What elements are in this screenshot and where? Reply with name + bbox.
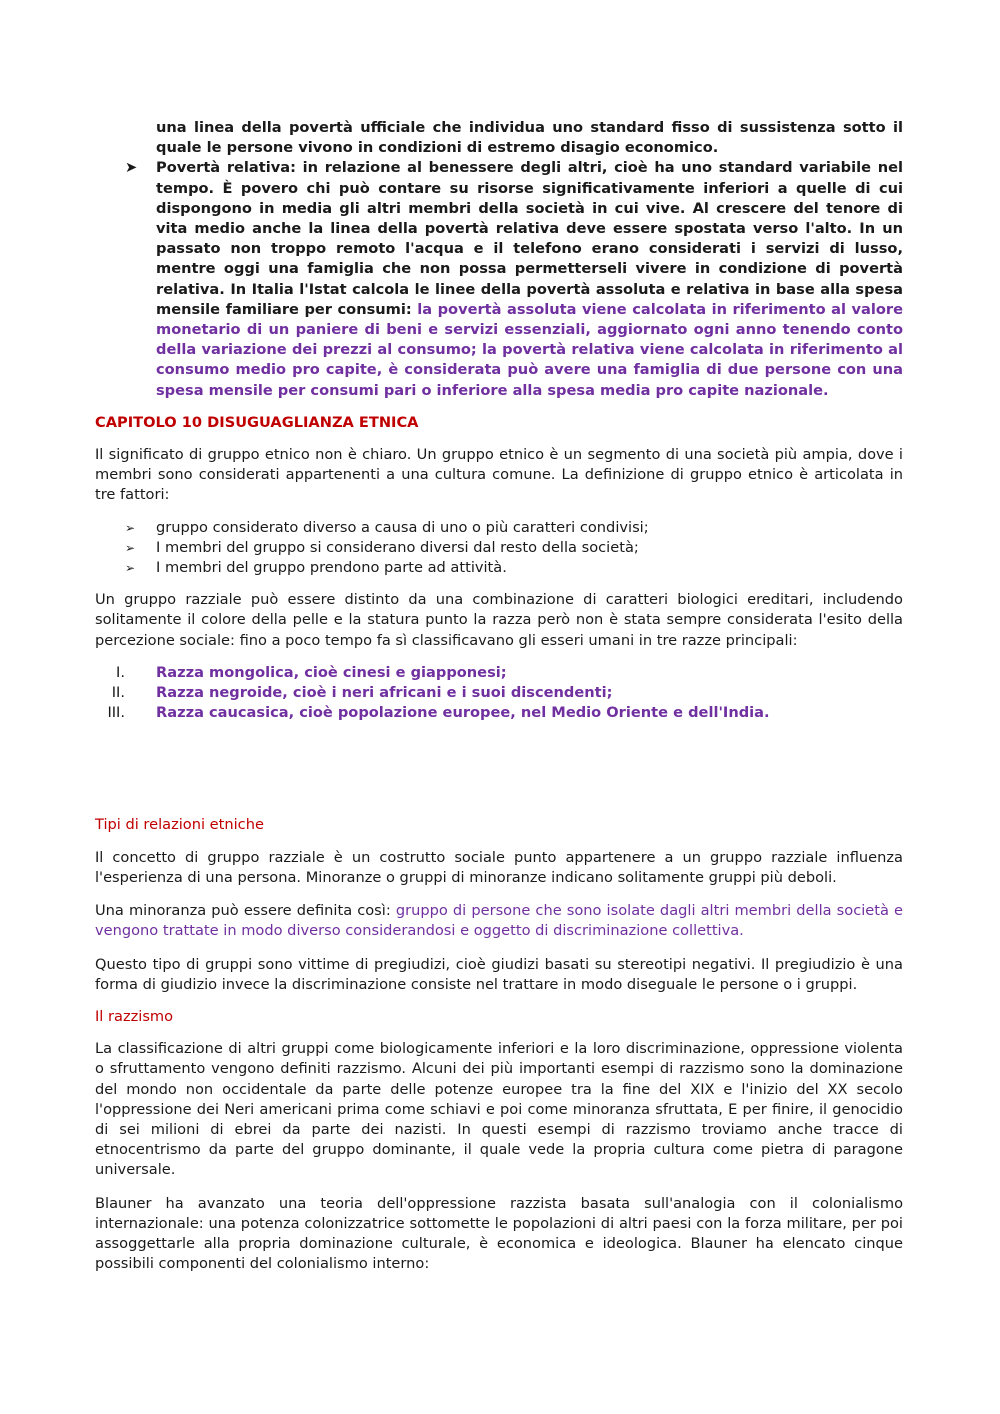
spacer <box>95 735 903 803</box>
poverty-continuation-text: una linea della povertà ufficiale che individua uno standard fisso di sussistenza sotto il quale le persone vivono in condizioni di estremo disagio economico. <box>156 119 903 157</box>
relations-paragraph-2: Una minoranza può essere definita così: gruppo di persone che sono isolate dagli altri membri della società e vengono trattate in modo diverso considerandosi e oggetto di discriminazione collettiva. <box>95 902 903 940</box>
list-item: ➢ I membri del gruppo si considerano diversi dal resto della società; <box>156 538 903 558</box>
ethnic-factors-list <box>95 518 903 579</box>
racism-paragraph-2: Blauner ha avanzato una teoria dell'oppressione razzista basata sull'analogia con il colonialismo internazionale: una potenza colonizzatrice sottomette le popolazioni di altri paesi con la forza militare, per poi assoggettarle alla propria dominazione culturale, è economica e ideologica. Blauner ha elencato cinque possibili componenti del colonialismo interno: <box>95 1194 903 1273</box>
list-number: II. <box>111 684 125 702</box>
list-item: ➢ gruppo considerato diverso a causa di uno o più caratteri condivisi; <box>156 518 903 538</box>
ethnic-group-paragraph: Il significato di gruppo etnico non è chiaro. Un gruppo etnico è un segmento di una società più ampia, dove i membri sono considerati appartenenti a una cultura comune. La definizione di gruppo etnico è articolata in tre fattori: <box>95 446 903 504</box>
arrow-bullet-icon: ➢ <box>125 540 136 555</box>
arrow-bullet-icon: ➤ <box>125 159 138 177</box>
section-title-racism: Il razzismo <box>95 1007 174 1025</box>
relative-poverty-item <box>125 158 903 400</box>
minority-definition-highlight: gruppo di persone che sono isolate dagli altri membri della società e vengono trattate in modo diverso considerandosi e oggetto di discriminazione collettiva. <box>95 902 903 940</box>
document-page <box>95 118 903 1274</box>
list-item: I. Razza mongolica, cioè cinesi e giapponesi; <box>156 663 903 683</box>
list-item: ➢ I membri del gruppo prendono parte ad attività. <box>156 558 903 578</box>
racism-paragraph-1: La classificazione di altri gruppi come biologicamente inferiori e la loro discriminazione, oppressione violenta o sfruttamento vengono definiti razzismo. Alcuni dei più importanti esempi di razzismo sono la dominazione del mondo non occidentale da parte delle potenze europee tra la fine del XIX e l'inizio del XX secolo l'oppressione dei Neri americani prima come schiavi e poi come minoranza sfruttata, E per finire, il genocidio di sei milioni di ebrei da parte dei nazisti. In questi esempi di razzismo troviamo anche tracce di etnocentrismo da parte del gruppo dominante, il quale vede la propria cultura come pietra di paragone universale. <box>95 1040 903 1179</box>
races-list <box>95 663 903 724</box>
list-number: I. <box>116 663 125 681</box>
section-title-relations: Tipi di relazioni etniche <box>95 816 264 834</box>
poverty-definition-highlight: la povertà assoluta viene calcolata in riferimento al valore monetario di un paniere di beni e servizi essenziali, aggiornato ogni anno tenendo conto della variazione dei prezzi al consumo; la povertà relativa viene calcolata in riferimento al consumo medio pro capite, è considerata può avere una famiglia di due persone con una spesa mensile per consumi pari o inferiore alla spesa media pro capite nazionale. <box>156 300 903 399</box>
list-item: III. Razza caucasica, cioè popolazione europee, nel Medio Oriente e dell'India. <box>156 703 903 723</box>
arrow-bullet-icon: ➢ <box>125 561 136 576</box>
relations-paragraph-3: Questo tipo di gruppi sono vittime di pregiudizi, cioè giudizi basati su stereotipi negativi. Il pregiudizio è una forma di giudizio invece la discriminazione consiste nel trattare in modo diseguale le persone o i gruppi. <box>95 955 903 993</box>
chapter-title: CAPITOLO 10 DISUGUAGLIANZA ETNICA <box>95 413 419 431</box>
racial-group-paragraph: Un gruppo razziale può essere distinto da una combinazione di caratteri biologici ereditari, includendo solitamente il colore della pelle e la statura punto la razza però non è stata sempre considerata l'esito della percezione sociale: fino a poco tempo fa sì classificavano gli esseri umani in tre razze principali: <box>95 591 903 649</box>
relative-poverty-text: Povertà relativa: in relazione al benessere degli altri, cioè ha uno standard variabile nel tempo. È povero chi può contare su risorse significativamente inferiori a quelle di cui dispongono in media gli altri membri della società in cui vive. Al crescere del tenore di vita medio anche la linea della povertà relativa deve essere spostata verso l'alto. In un passato non troppo remoto l'acqua e il telefono erano considerati i servizi di lusso, mentre oggi una famiglia che non possa permetterseli vivere in condizione di povertà relativa. In Italia l'Istat calcola le linee della povertà assoluta e relativa in base alla spesa mensile familiare per consumi: <box>156 159 903 318</box>
list-item: II. Razza negroide, cioè i neri africani e i suoi discendenti; <box>156 683 903 703</box>
list-number: III. <box>107 704 125 722</box>
arrow-bullet-icon: ➢ <box>125 520 136 535</box>
relations-paragraph-1: Il concetto di gruppo razziale è un costrutto sociale punto appartenere a un gruppo razziale influenza l'esperienza di una persona. Minoranze o gruppi di minoranze indicano solitamente gruppi più deboli. <box>95 848 903 886</box>
